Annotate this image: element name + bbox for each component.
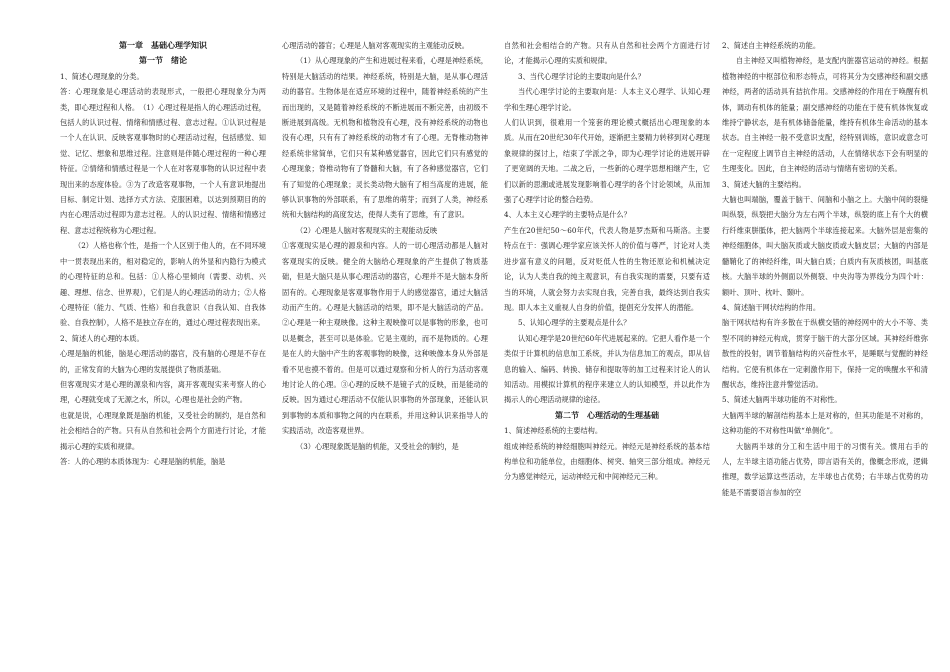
column-2 (282, 38, 488, 454)
paragraph: 但客观现实才是心理的源泉和内容，离开客观现实来考察人的心理，心理就变成了无源之水，所以，心理也是社会的产物。 (60, 379, 266, 405)
paragraph: 脑干网状结构有许多散在于纵横交错的神经网中的大小不等、类型不同的神经元构成，贯穿于脑干的大部分区域。其神经纤维弥散性的投射，调节着脑结构的兴奋性水平，是睡眠与觉醒的神经结构。它使有机体在一定刺激作用下，保持一定的唤醒水平和清醒状态，维持注意并警觉活动。 (722, 318, 928, 389)
column-4 (722, 38, 928, 500)
paragraph: 4、简述脑干网状结构的作用。 (722, 302, 821, 312)
column-1 (60, 38, 266, 469)
paragraph: 大脑两半球的分工和生活中用于的习惯有关。惯用右手的人，左半球主语功能占优势，即言语有关的，像概念形成，逻辑推理，数学运算这些活动，左半球也占优势；右半球占优势的功能是不需要语言参加的空 (722, 441, 928, 497)
paragraph: 答：人的心理的本质体现为：心理是脑的机能，脑是 (60, 456, 226, 466)
paragraph: 自主神经又叫植物神经，是支配内脏器官运动的神经。根据植物神经的中枢部位和形态特点，可将其分为交感神经和副交感神经，两者的活动具有拮抗作用。交感神经的作用在于唤醒有机体，调动有机体的能量；副交感神经的功能在于使有机体恢复或维持宁静状态，是有机体储备能量，维持有机体生命活动的基本状态。自主神经一般不受意识支配，经特别训练，意识或意念可在一定程度上调节自主神经的活动，人在情绪状态下会有明显的生理变化。因此，自主神经的活动与情绪有密切的关系。 (722, 56, 928, 174)
paragraph: 4、人本主义心理学的主要特点是什么？ (504, 210, 631, 220)
paragraph: 2、简述自主神经系统的功能。 (722, 41, 821, 50)
paragraph: 3、简述大脑的主要结构。 (722, 179, 806, 189)
paragraph: （2）心理是人脑对客观现实的主观能动反映 (296, 225, 438, 235)
paragraph: 组成神经系统的神经细胞叫神经元。神经元是神经系统的基本结构单位和功能单位，由细胞体、树突、轴突三部分组成。神经元分为感觉神经元，运动神经元和中间神经元三种。 (504, 441, 710, 482)
paragraph: 人们认识到，很难用一个笼套的理论模式概括出心理现象的本质。从而在20世纪30年代开始，逐渐把主要精力转移到对心理现象规律的探讨上，结束了学派之争，即为心理学讨论的进展开辟了更宽阔的天地。二战之后，一些新的心理学思想相继产生，它们以新的思潮或进展发现影响着心理学的各个讨论领域，从而加强了心理学讨论的整合趋势。 (504, 118, 710, 205)
paragraph: 3、当代心理学讨论的主要取向是什么？ (518, 71, 645, 81)
paragraph: 大脑也叫端脑，覆盖于脑干、间脑和小脑之上。大脑中间的裂缝叫纵裂，纵裂把大脑分为左右两个半球，纵裂的底上有个大的横行纤维束胼胝体，把大脑两个半球连接起来。大脑外层是密集的神经细胞体，叫大脑灰质或大脑皮质或大脑皮层；大脑的内部是髓鞘化了的神经纤维，叫大脑白质；白质内有灰质核团，叫基底核。大脑半球的外侧面以外侧裂、中央沟等为界线分为四个叶：额叶、顶叶、枕叶、颞叶。 (722, 195, 928, 297)
paragraph: 5、认知心理学的主要观点是什么？ (518, 318, 631, 328)
paragraph: 当代心理学讨论的主要取向是：人本主义心理学、认知心理学和生理心理学讨论。 (504, 87, 710, 112)
section-heading: 第一节 绪论 (139, 55, 187, 66)
paragraph: 自然和社会相结合的产物。只有从自然和社会两个方面进行讨论，才能揭示心理的实质和规律。 (504, 41, 710, 66)
section-heading: 第二节 心理活动的生理基础 (555, 409, 659, 420)
paragraph: 答：心理现象是心理活动的表现形式，一般把心理现象分为两类，即心理过程和人格。 （1）心理过程是指人的心理活动过程，包括人的认识过程、情绪和情感过程、意志过程。①认识过程是一个人在认识、反映客观事物时的心理活动过程，包括感觉、知觉、记忆、想象和思维过程。注意则是伴随心理过程的一种心理特征。②情绪和情感过程是一个人在对客观事物的认识过程中表现出来的态度体验。③为了改造客观事物，一个人有意识地提出目标、制定计划、选择方式方法、克服困难，以达到预期目的的内在心理活动过程即为意志过程。人的认识过程、情绪和情感过程、意志过程统称为心理过程。 (60, 87, 266, 235)
paragraph: ①客观现实是心理的源泉和内容。人的一切心理活动都是人脑对客观现实的反映。健全的大脑给心理现象的产生提供了物质基础，但是大脑只是从事心理活动的器官，心理并不是大脑本身所固有的。心理现象是客观事物作用于人的感觉器官，通过大脑活动而产生的。心理是大脑活动的结果，即不是大脑活动的产品。②心理是一种主观映像。这种主观映像可以是事物的形象，也可以是概念，甚至可以是体验。它是主观的，而不是物质的。心理是在人的大脑中产生的客观事物的映像，这种映像本身从外部是看不见也摸不着的。但是可以通过观察和分析人的行为活动客观地讨论人的心理。③心理的反映不是镜子式的反映，而是能动的反映。因为通过心理活动不仅能认识事物的外部现象，还能认识到事物的本质和事物之间的内在联系，并用这种认识来指导人的实践活动，改造客观世界。 (282, 241, 488, 436)
section-heading: 第一章 基础心理学知识 (119, 40, 207, 50)
paragraph: 1、简述神经系统的主要结构。 (504, 426, 603, 436)
paragraph: （1）从心理现象的产生和进展过程来看，心理是神经系统，特别是大脑活动的结果。神经系统，特别是大脑，是从事心理活动的器官。生物体是在适应环境的过程中，随着神经系统的产生而出现的，又是随着神经系统的不断进展而不断完善，由初级不断进展到高级。无机物和植物没有心理，没有神经系统的动物也没有心理，只有有了神经系统的动物才有了心理。无脊椎动物神经系统非常简单，它们只有某种感觉器官，因此它们只有感觉的心理现象；脊椎动物有了脊髓和大脑，有了各种感觉器官，它们有了知觉的心理现象；灵长类动物大脑有了相当高度的进展，能够认识事物的外部联系，有了思维的萌芽；而到了人类，神经系统和大脑结构的高度发达，使得人类有了思维，有了意识。 (282, 56, 488, 220)
paragraph: 2、简述人的心理的本质。 (60, 333, 144, 343)
paragraph: 大脑两半球的解剖结构基本上是对称的，但其功能是不对称的，这种功能的不对称性叫做“单侧化”。 (722, 410, 928, 436)
paragraph: 心理活动的器官；心理是人脑对客观现实的主观能动反映。 (282, 41, 469, 50)
paragraph: （2）人格也称个性，是指一个人区别于他人的，在不同环境中一贯表现出来的，相对稳定的，影响人的外显和内隐行为模式的心理特征的总和。包括：①人格心里倾向（需要、动机、兴趣、理想、信念、世界观），它们是人的心理活动的动力；②人格心理特征（能力、气质、性格）和自我意识（自我认知、自我体验、自我控制），人格不是独立存在的，通过心理过程表现出来。 (60, 241, 266, 328)
paragraph: 产生在20世纪50～60年代，代表人物是罗杰斯和马斯洛。主要特点在于：强调心理学家应该关怀人的价值与尊严，讨论对人类进步富有意义的问题，反对贬低人性的生物还原论和机械决定论，认为人类自我的纯主观意识，有自我实现的需要，只要有适当的环境，人就会努力去实现自我，完善自我，最终达到自我实现。即人本主义重视人自身的价值，提倡充分发挥人的潜能。 (504, 225, 710, 312)
paragraph: 也就是说，心理现象既是脑的机能，又受社会的制约，是自然和社会相结合的产物。只有从自然和社会两个方面进行讨论，才能揭示心理的实质和规律。 (60, 410, 266, 451)
paragraph: 心理是脑的机能，脑是心理活动的器官，没有脑的心理是不存在的，正常发育的大脑为心理的发展提供了物质基础。 (60, 349, 266, 374)
column-3 (504, 38, 710, 485)
paragraph: （3）心理现象既是脑的机能，又受社会的制约，是 (296, 441, 459, 451)
paragraph: 5、简述大脑两半球功能的不对称性。 (722, 395, 842, 405)
paragraph: 1、简述心理现象的分类。 (60, 71, 144, 81)
paragraph: 认知心理学是20世纪60年代进展起来的。它把人看作是一个类似于计算机的信息加工系统，并认为信息加工的观点，即从信息的输入、编码、转换、储存和提取等的加工过程来讨论人的认知活动。用模拟计算机的程序来建立人的认知模型，并以此作为揭示人的心理活动规律的途径。 (504, 333, 710, 405)
